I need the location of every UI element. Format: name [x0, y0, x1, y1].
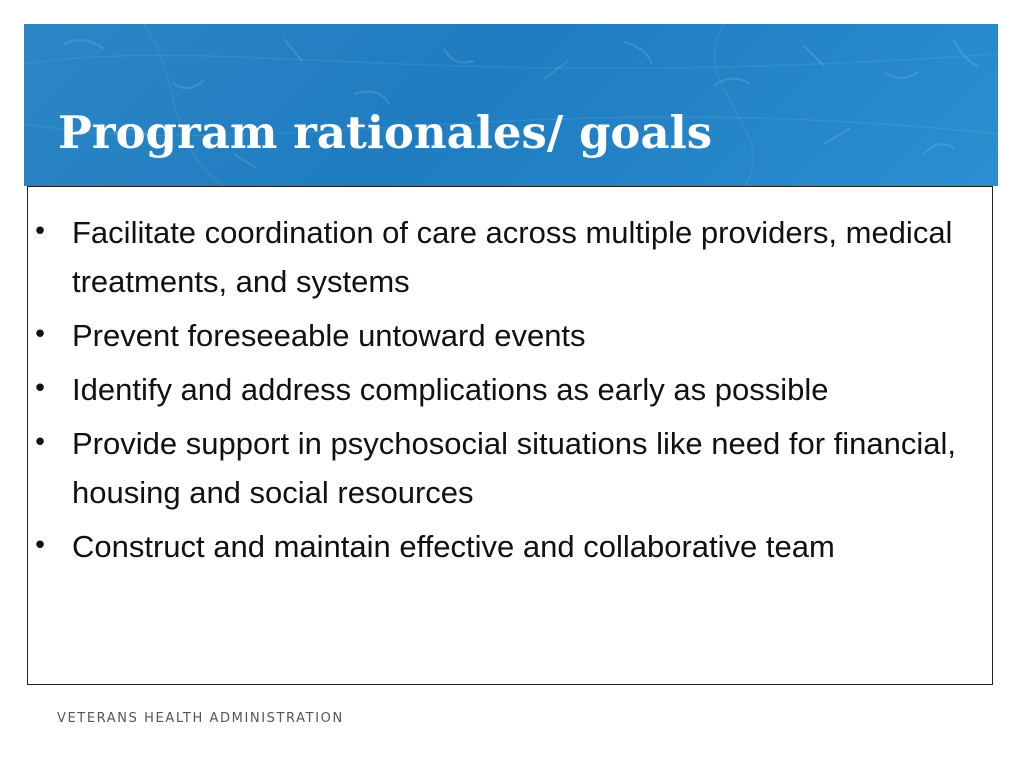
- bullet-text: Construct and maintain effective and collaborative team: [72, 529, 835, 564]
- bullet-text: Provide support in psychosocial situations like need for financial, housing and social resources: [72, 426, 956, 510]
- banner-texture: [24, 24, 998, 186]
- bullet-text: Prevent foreseeable untoward events: [72, 318, 586, 353]
- bullet-icon: •: [32, 428, 48, 458]
- bullet-icon: •: [32, 217, 48, 247]
- bullet-icon: •: [32, 374, 48, 404]
- bullet-item: [28, 522, 992, 571]
- bullet-icon: •: [32, 531, 48, 561]
- bullet-item: [28, 365, 992, 414]
- bullet-item: [28, 208, 992, 306]
- bullet-text: Facilitate coordination of care across multiple providers, medical treatments, and systems: [72, 215, 953, 299]
- bullet-icon: •: [32, 320, 48, 350]
- bullet-item: [28, 311, 992, 360]
- slide-title: Program rationales/ goals: [58, 106, 713, 159]
- footer-organization: VETERANS HEALTH ADMINISTRATION: [57, 711, 344, 726]
- bullet-list: [28, 187, 992, 571]
- content-box: [27, 186, 993, 685]
- bullet-item: [28, 419, 992, 517]
- title-banner: [24, 24, 998, 186]
- bullet-text: Identify and address complications as early as possible: [72, 372, 829, 407]
